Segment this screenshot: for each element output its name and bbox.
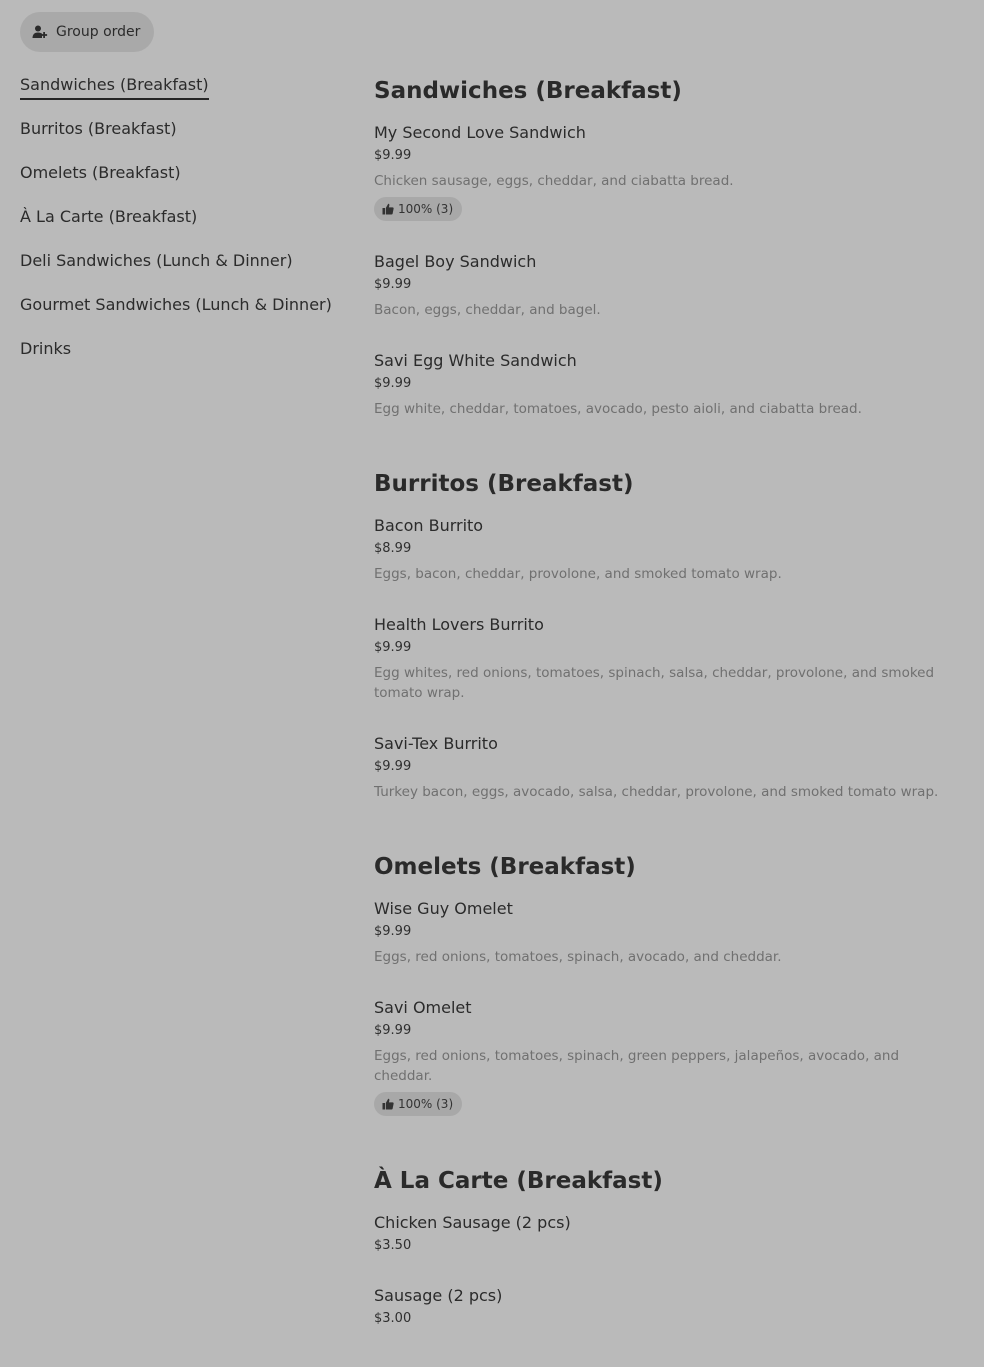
- menu-item[interactable]: [374, 122, 959, 221]
- group-order-button[interactable]: [20, 12, 154, 52]
- item-price: $3.00: [374, 1311, 412, 1326]
- item-description: Bacon, eggs, cheddar, and bagel.: [374, 302, 601, 318]
- item-name: Savi Omelet: [374, 998, 472, 1017]
- item-name: Savi-Tex Burrito: [374, 734, 498, 753]
- sidebar-item-gourmet-sandwiches[interactable]: [20, 294, 350, 338]
- item-price: $9.99: [374, 1023, 412, 1038]
- sidebar-item-label: Gourmet Sandwiches (Lunch & Dinner): [20, 295, 332, 314]
- menu-item[interactable]: [374, 515, 959, 584]
- sidebar-item-drinks[interactable]: [20, 338, 350, 382]
- item-name: Chicken Sausage (2 pcs): [374, 1213, 571, 1232]
- menu-content: [374, 76, 959, 1367]
- menu-item[interactable]: [374, 898, 959, 967]
- menu-item[interactable]: [374, 997, 959, 1116]
- menu-section-burritos-breakfast: [374, 469, 959, 802]
- sidebar-item-label: À La Carte (Breakfast): [20, 207, 198, 226]
- rating-badge: [374, 1092, 462, 1116]
- item-name: Sausage (2 pcs): [374, 1286, 503, 1305]
- sidebar-item-label: Omelets (Breakfast): [20, 163, 181, 182]
- item-price: $9.99: [374, 759, 412, 774]
- item-price: $8.99: [374, 541, 412, 556]
- item-price: $9.99: [374, 924, 412, 939]
- sidebar-item-deli-sandwiches[interactable]: [20, 250, 350, 294]
- section-title: Omelets (Breakfast): [374, 854, 636, 880]
- menu-section-a-la-carte-breakfast: [374, 1166, 959, 1328]
- menu-item[interactable]: [374, 733, 959, 802]
- sidebar-item-label: Drinks: [20, 339, 72, 358]
- item-price: $9.99: [374, 277, 412, 292]
- rating-badge: [374, 197, 462, 221]
- item-price: $9.99: [374, 148, 412, 163]
- item-description: Turkey bacon, eggs, avocado, salsa, cheddar, provolone, and smoked tomato wrap.: [374, 784, 939, 800]
- menu-item[interactable]: [374, 1212, 959, 1255]
- section-title: Sandwiches (Breakfast): [374, 78, 682, 104]
- sidebar-item-omelets-breakfast[interactable]: [20, 162, 350, 206]
- menu-item[interactable]: [374, 1285, 959, 1328]
- menu-section-sandwiches-breakfast: [374, 76, 959, 419]
- thumbs-up-icon: [382, 203, 394, 215]
- item-name: Wise Guy Omelet: [374, 899, 513, 918]
- sidebar-item-label: Deli Sandwiches (Lunch & Dinner): [20, 251, 293, 270]
- item-name: My Second Love Sandwich: [374, 123, 586, 142]
- group-order-label: Group order: [56, 24, 141, 40]
- item-name: Health Lovers Burrito: [374, 615, 544, 634]
- sidebar-item-burritos-breakfast[interactable]: [20, 118, 350, 162]
- rating-text: 100% (3): [398, 202, 454, 216]
- item-description: Eggs, red onions, tomatoes, spinach, avocado, and cheddar.: [374, 949, 782, 965]
- sidebar-item-label: Sandwiches (Breakfast): [20, 74, 209, 100]
- menu-item[interactable]: [374, 350, 959, 419]
- item-description: Egg white, cheddar, tomatoes, avocado, pesto aioli, and ciabatta bread.: [374, 401, 862, 417]
- sidebar-item-a-la-carte-breakfast[interactable]: [20, 206, 350, 250]
- rating-text: 100% (3): [398, 1097, 454, 1111]
- section-title: À La Carte (Breakfast): [374, 1168, 663, 1194]
- menu-item[interactable]: [374, 251, 959, 320]
- item-description: Chicken sausage, eggs, cheddar, and ciabatta bread.: [374, 173, 734, 189]
- section-title: Burritos (Breakfast): [374, 471, 634, 497]
- category-sidebar: [20, 74, 350, 382]
- item-price: $3.50: [374, 1238, 412, 1253]
- item-name: Savi Egg White Sandwich: [374, 351, 577, 370]
- sidebar-item-sandwiches-breakfast[interactable]: [20, 74, 350, 118]
- item-name: Bagel Boy Sandwich: [374, 252, 537, 271]
- item-description: Eggs, bacon, cheddar, provolone, and smoked tomato wrap.: [374, 566, 782, 582]
- item-price: $9.99: [374, 376, 412, 391]
- menu-section-omelets-breakfast: [374, 852, 959, 1116]
- item-name: Bacon Burrito: [374, 516, 484, 535]
- menu-item[interactable]: [374, 614, 959, 703]
- thumbs-up-icon: [382, 1098, 394, 1110]
- item-description: Eggs, red onions, tomatoes, spinach, green peppers, jalapeños, avocado, and cheddar.: [374, 1048, 900, 1084]
- sidebar-item-label: Burritos (Breakfast): [20, 119, 177, 138]
- item-price: $9.99: [374, 640, 412, 655]
- item-description: Egg whites, red onions, tomatoes, spinach, salsa, cheddar, provolone, and smoked tomato wrap.: [374, 665, 935, 701]
- group-add-icon: [32, 24, 48, 40]
